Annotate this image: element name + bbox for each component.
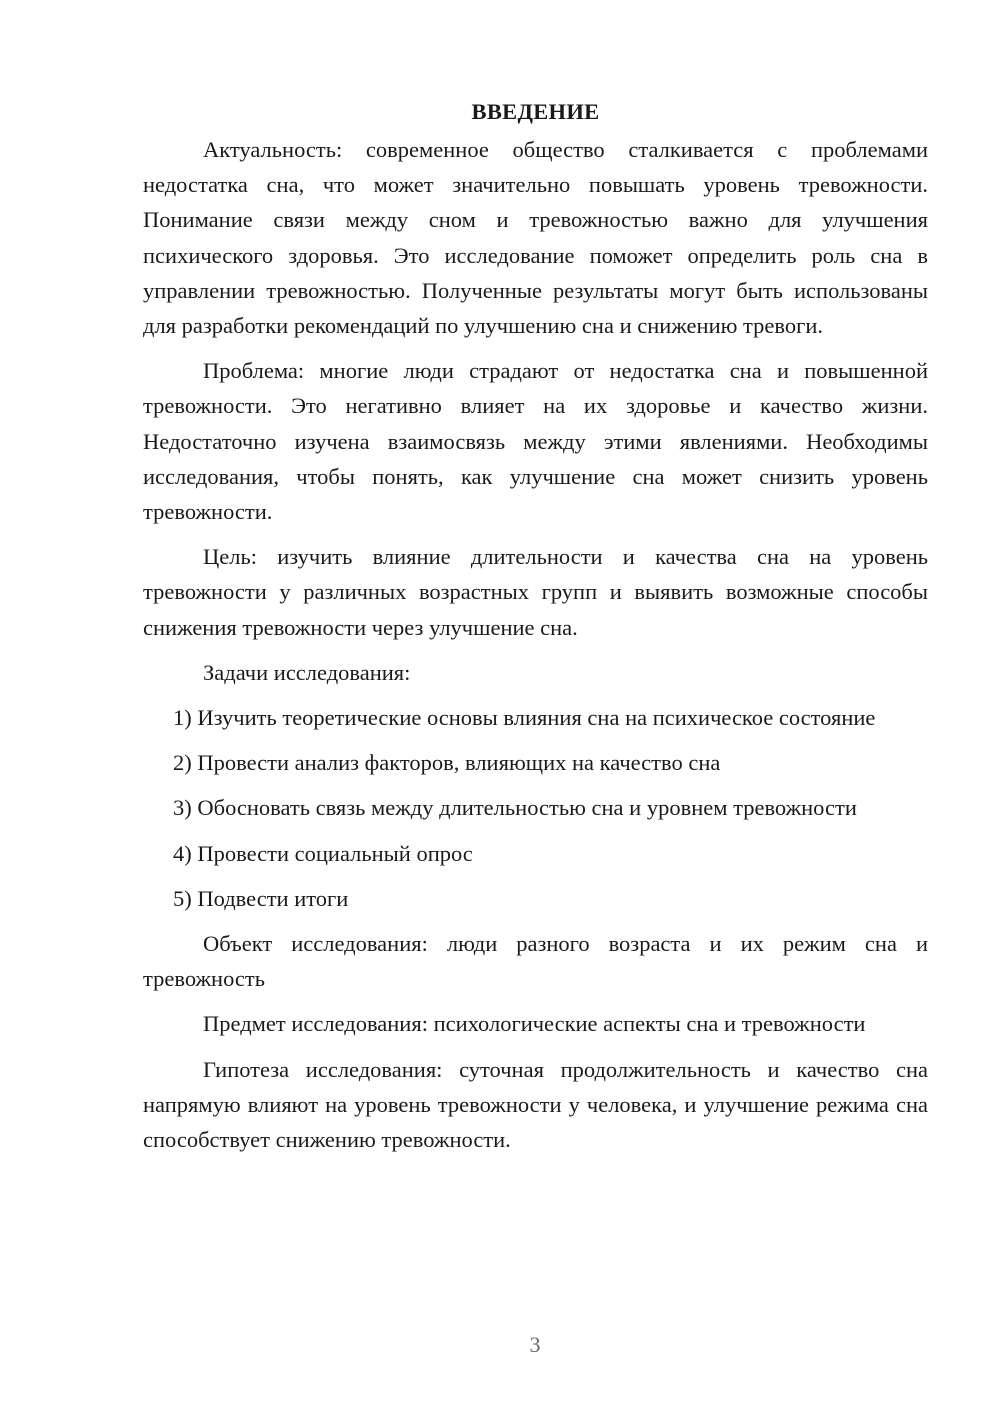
paragraph-goal: Цель: изучить влияние длительности и качества сна на уровень тревожности у различных возрастных групп и выявить возможные способы снижения тревожности через улучшение сна. bbox=[143, 544, 928, 640]
list-item: 3) Обосновать связь между длительностью сна и уровнем тревожности bbox=[173, 795, 857, 821]
paragraph-hypothesis: Гипотеза исследования: суточная продолжительность и качество сна напрямую влияют на уровень тревожности у человека, и улучшение режима сна способствует снижению тревожности. bbox=[143, 1056, 928, 1153]
paragraph-tasks-heading: Задачи исследования: bbox=[203, 659, 411, 685]
paragraph-problem: Проблема: многие люди страдают от недостатка сна и повышенной тревожности. Это негативно влияет на их здоровье и качество жизни. Недостаточно изучена взаимосвязь между этими явлениями. Необходимы исследования, чтобы понять, как улучшение сна может снизить уровень тревожности. bbox=[143, 358, 928, 525]
page-title: ВВЕДЕНИЕ bbox=[471, 99, 600, 124]
list-item: 2) Провести анализ факторов, влияющих на качество сна bbox=[173, 750, 721, 776]
paragraph-subject: Предмет исследования: психологические аспекты сна и тревожности bbox=[203, 1011, 866, 1037]
paragraph-object: Объект исследования: люди разного возраста и их режим сна и тревожность bbox=[143, 931, 928, 992]
tasks-list bbox=[143, 700, 928, 916]
page-number: 3 bbox=[529, 1332, 541, 1357]
document-page bbox=[143, 92, 928, 1167]
paragraph-relevance: Актуальность: современное общество сталкивается с проблемами недостатка сна, что может значительно повышать уровень тревожности. Понимание связи между сном и тревожностью важно для улучшения психического здоровья. Это исследование поможет определить роль сна в управлении тревожностью. Полученные результаты могут быть использованы для разработки рекомендаций по улучшению сна и снижению тревоги. bbox=[143, 137, 928, 339]
list-item: 1) Изучить теоретические основы влияния сна на психическое состояние bbox=[173, 705, 876, 731]
list-item: 4) Провести социальный опрос bbox=[173, 840, 473, 866]
list-item: 5) Подвести итоги bbox=[173, 885, 349, 911]
